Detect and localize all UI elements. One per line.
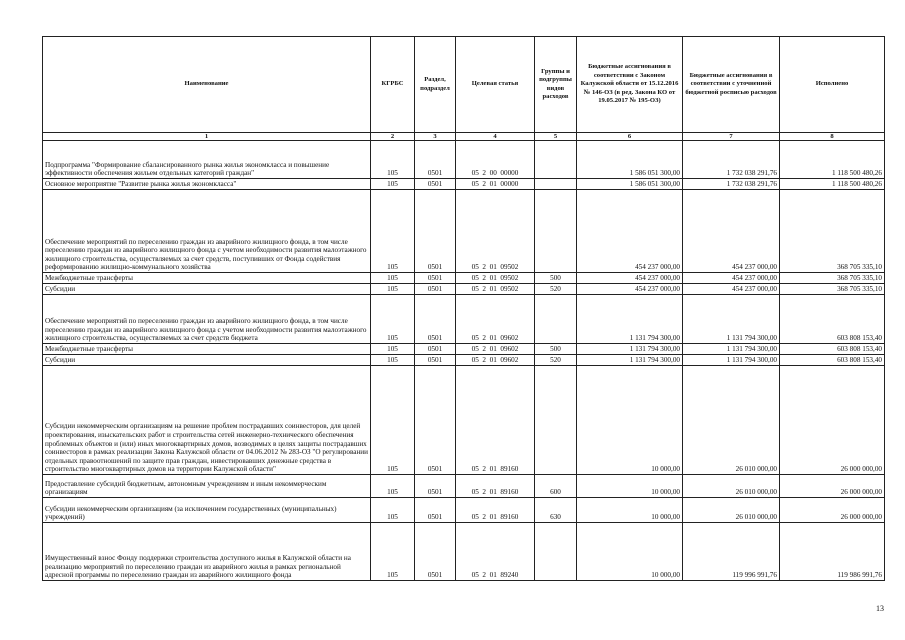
table-row xyxy=(43,295,885,344)
row-budget-law: 1 586 051 300,00 xyxy=(577,141,683,179)
column-number-row xyxy=(43,133,885,141)
row-name: Имущественный взнос Фонду поддержки строительства доступного жилья в Калужской области на реализацию мероприятий по переселению граждан из аварийного жилья в рамках региональной адресной программы по переселению граждан из аварийного жилищного фонда xyxy=(43,523,371,581)
row-budget-law: 1 586 051 300,00 xyxy=(577,179,683,190)
row-kgrbs: 105 xyxy=(371,295,415,344)
row-budget-refined: 454 237 000,00 xyxy=(683,284,780,295)
row-group: 630 xyxy=(535,498,577,523)
column-number: 5 xyxy=(535,133,577,141)
row-name: Субсидии некоммерческим организациям (за исключением государственных (муниципальных) учреждений) xyxy=(43,498,371,523)
row-budget-law: 1 131 794 300,00 xyxy=(577,355,683,366)
row-executed: 603 808 153,40 xyxy=(780,295,885,344)
row-budget-refined: 26 010 000,00 xyxy=(683,475,780,498)
row-name: Обеспечение мероприятий по переселению граждан из аварийного жилищного фонда, в том числе переселению граждан из аварийного жилищного фонда с учетом необходимости развития малоэтажного жилищного строительства, осуществляемых за счет средств, поступивших от Фонда содействия реформированию жилищно-коммунального хозяйства xyxy=(43,190,371,273)
row-name: Межбюджетные трансферты xyxy=(43,273,371,284)
row-name: Субсидии xyxy=(43,284,371,295)
row-section: 0501 xyxy=(415,295,456,344)
column-number: 4 xyxy=(456,133,535,141)
row-name: Обеспечение мероприятий по переселению граждан из аварийного жилищного фонда, в том числе переселению граждан из аварийного жилищного фонда с учетом необходимости развития малоэтажного жилищного строительства, осуществляемых за счет средств бюджета xyxy=(43,295,371,344)
row-executed: 368 705 335,10 xyxy=(780,190,885,273)
table-row xyxy=(43,498,885,523)
row-group xyxy=(535,366,577,475)
row-budget-refined: 1 131 794 300,00 xyxy=(683,295,780,344)
column-number: 6 xyxy=(577,133,683,141)
row-target: 05 2 01 09502 xyxy=(456,273,535,284)
row-group: 520 xyxy=(535,355,577,366)
row-budget-law: 10 000,00 xyxy=(577,498,683,523)
row-kgrbs: 105 xyxy=(371,190,415,273)
row-target: 05 2 01 09602 xyxy=(456,295,535,344)
row-section: 0501 xyxy=(415,355,456,366)
row-name: Субсидии xyxy=(43,355,371,366)
row-executed: 603 808 153,40 xyxy=(780,355,885,366)
table-row xyxy=(43,475,885,498)
row-name: Подпрограмма "Формирование сбалансированного рынка жилья экономкласса и повышение эффективности обеспечения жильем отдельных категорий граждан" xyxy=(43,141,371,179)
row-executed: 368 705 335,10 xyxy=(780,284,885,295)
row-kgrbs: 105 xyxy=(371,498,415,523)
row-budget-refined: 1 732 038 291,76 xyxy=(683,141,780,179)
table-row xyxy=(43,179,885,190)
row-budget-refined: 119 996 991,76 xyxy=(683,523,780,581)
row-budget-law: 10 000,00 xyxy=(577,366,683,475)
row-section: 0501 xyxy=(415,190,456,273)
row-executed: 26 000 000,00 xyxy=(780,498,885,523)
header-budget-refined: Бюджетные ассигнования в соответствии с уточненной бюджетной росписью расходов xyxy=(683,37,780,133)
row-group xyxy=(535,179,577,190)
row-budget-law: 10 000,00 xyxy=(577,523,683,581)
row-section: 0501 xyxy=(415,141,456,179)
header-budget-law: Бюджетные ассигнования в соответствии с Законом Калужской области от 15.12.2016 № 146-ОЗ (в ред. Закона КО от 19.05.2017 № 195-ОЗ) xyxy=(577,37,683,133)
row-name: Основное мероприятие "Развитие рынка жилья экономкласса" xyxy=(43,179,371,190)
header-row xyxy=(43,37,885,133)
row-target: 05 2 01 89240 xyxy=(456,523,535,581)
row-kgrbs: 105 xyxy=(371,475,415,498)
row-group xyxy=(535,523,577,581)
row-name: Субсидии некоммерческим организациям на решение проблем пострадавших соинвесторов, для целей проектирования, изыскательских работ и строительства сетей инженерно-технического обеспечения проблемных объектов и (или) иных многоквартирных домов, возводимых в целях защиты пострадавших соинвесторов в рамках реализации Закона Калужской области от 04.06.2012 № 283-ОЗ "О регулировании отдельных правоотношений по защите прав граждан, инвестировавших денежные средства в строительство многоквартирных домов на территории Калужской области" xyxy=(43,366,371,475)
row-kgrbs: 105 xyxy=(371,344,415,355)
header-kgrbs: КГРБС xyxy=(371,37,415,133)
table-row xyxy=(43,190,885,273)
column-number: 1 xyxy=(43,133,371,141)
row-section: 0501 xyxy=(415,179,456,190)
row-target: 05 2 01 89160 xyxy=(456,366,535,475)
row-kgrbs: 105 xyxy=(371,179,415,190)
row-target: 05 2 01 09602 xyxy=(456,344,535,355)
row-executed: 1 118 500 480,26 xyxy=(780,141,885,179)
header-name: Наименование xyxy=(43,37,371,133)
page-number: 13 xyxy=(876,604,884,613)
row-budget-refined: 26 010 000,00 xyxy=(683,498,780,523)
row-section: 0501 xyxy=(415,366,456,475)
row-target: 05 2 01 00000 xyxy=(456,179,535,190)
row-kgrbs: 105 xyxy=(371,355,415,366)
row-budget-law: 454 237 000,00 xyxy=(577,190,683,273)
row-group: 500 xyxy=(535,344,577,355)
header-groups: Группы и подгруппы видов расходов xyxy=(535,37,577,133)
column-number: 7 xyxy=(683,133,780,141)
row-group: 500 xyxy=(535,273,577,284)
row-executed: 603 808 153,40 xyxy=(780,344,885,355)
row-budget-law: 454 237 000,00 xyxy=(577,273,683,284)
row-target: 05 2 01 89160 xyxy=(456,475,535,498)
row-executed: 119 986 991,76 xyxy=(780,523,885,581)
row-budget-law: 454 237 000,00 xyxy=(577,284,683,295)
table-row xyxy=(43,523,885,581)
table-row xyxy=(43,141,885,179)
row-target: 05 2 01 09502 xyxy=(456,284,535,295)
row-kgrbs: 105 xyxy=(371,284,415,295)
row-budget-law: 1 131 794 300,00 xyxy=(577,295,683,344)
row-target: 05 2 01 09602 xyxy=(456,355,535,366)
table-body xyxy=(43,141,885,581)
row-target: 05 2 01 09502 xyxy=(456,190,535,273)
row-budget-refined: 454 237 000,00 xyxy=(683,273,780,284)
row-group: 520 xyxy=(535,284,577,295)
row-executed: 26 000 000,00 xyxy=(780,475,885,498)
table-row xyxy=(43,366,885,475)
row-group: 600 xyxy=(535,475,577,498)
budget-table xyxy=(42,36,885,581)
row-budget-law: 10 000,00 xyxy=(577,475,683,498)
row-name: Межбюджетные трансферты xyxy=(43,344,371,355)
column-number: 2 xyxy=(371,133,415,141)
row-budget-law: 1 131 794 300,00 xyxy=(577,344,683,355)
row-budget-refined: 1 131 794 300,00 xyxy=(683,355,780,366)
table-row xyxy=(43,355,885,366)
table-row xyxy=(43,273,885,284)
row-executed: 1 118 500 480,26 xyxy=(780,179,885,190)
row-kgrbs: 105 xyxy=(371,141,415,179)
column-number: 8 xyxy=(780,133,885,141)
table-row xyxy=(43,344,885,355)
row-section: 0501 xyxy=(415,344,456,355)
row-name: Предоставление субсидий бюджетным, автономным учреждениям и иным некоммерческим организациям xyxy=(43,475,371,498)
header-section: Раздел, подраздел xyxy=(415,37,456,133)
header-executed: Исполнено xyxy=(780,37,885,133)
row-section: 0501 xyxy=(415,498,456,523)
table-row xyxy=(43,284,885,295)
row-kgrbs: 105 xyxy=(371,273,415,284)
column-number: 3 xyxy=(415,133,456,141)
row-section: 0501 xyxy=(415,284,456,295)
row-budget-refined: 1 732 038 291,76 xyxy=(683,179,780,190)
row-section: 0501 xyxy=(415,523,456,581)
row-group xyxy=(535,295,577,344)
row-target: 05 2 01 89160 xyxy=(456,498,535,523)
row-budget-refined: 1 131 794 300,00 xyxy=(683,344,780,355)
header-target: Целевая статья xyxy=(456,37,535,133)
row-executed: 26 000 000,00 xyxy=(780,366,885,475)
row-executed: 368 705 335,10 xyxy=(780,273,885,284)
row-budget-refined: 26 010 000,00 xyxy=(683,366,780,475)
row-kgrbs: 105 xyxy=(371,523,415,581)
row-section: 0501 xyxy=(415,475,456,498)
row-group xyxy=(535,141,577,179)
row-budget-refined: 454 237 000,00 xyxy=(683,190,780,273)
row-kgrbs: 105 xyxy=(371,366,415,475)
row-section: 0501 xyxy=(415,273,456,284)
row-target: 05 2 00 00000 xyxy=(456,141,535,179)
row-group xyxy=(535,190,577,273)
